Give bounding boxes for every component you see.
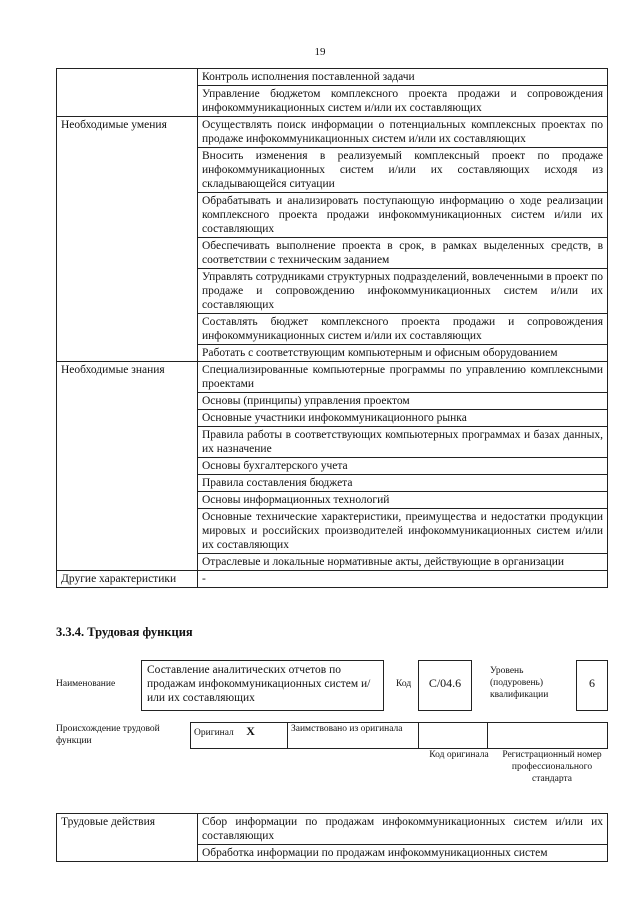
- table-cell: Управление бюджетом комплексного проекта продажи и сопровождения инфокоммуникационных систем и/или их составляющих: [198, 86, 608, 117]
- skill-item: Составлять бюджет комплексного проекта продажи и сопровождения инфокоммуникационных систем и/или их составляющих: [198, 314, 608, 345]
- skill-item: Осуществлять поиск информации о потенциальных комплексных проектах по продаже инфокоммуникационных систем и/или их составляющих: [198, 117, 608, 148]
- function-name: Составление аналитических отчетов по продажам инфокоммуникационных систем и/или их составляющих: [141, 660, 384, 711]
- reg-number-cell: [488, 723, 608, 749]
- knowledge-item: Специализированные компьютерные программы по управлению комплексными проектами: [198, 362, 608, 393]
- function-code: С/04.6: [418, 660, 472, 711]
- skill-item: Работать с соответствующим компьютерным и офисным оборудованием: [198, 345, 608, 362]
- knowledge-item: Основы (принципы) управления проектом: [198, 393, 608, 410]
- other-label: Другие характеристики: [57, 571, 198, 588]
- section-heading: 3.3.4. Трудовая функция: [56, 625, 193, 639]
- actions-label: Трудовые действия: [57, 814, 198, 862]
- table-row: [57, 69, 608, 86]
- knowledge-item: Основы информационных технологий: [198, 492, 608, 509]
- skill-item: Вносить изменения в реализуемый комплексный проект по продаже инфокоммуникационных систем и/или их составляющих исходя из складывающейся ситуации: [198, 148, 608, 193]
- knowledge-item: Правила составления бюджета: [198, 475, 608, 492]
- action-item: Сбор информации по продажам инфокоммуникационных систем и/или их составляющих: [198, 814, 608, 845]
- actions-table: [56, 813, 608, 862]
- knowledge-item: Отраслевые и локальные нормативные акты, действующие в организации: [198, 554, 608, 571]
- original-mark: X: [246, 724, 255, 738]
- other-value: -: [198, 571, 608, 588]
- original-label: Оригинал: [194, 728, 234, 738]
- knowledge-label: Необходимые знания: [57, 362, 198, 571]
- original-cell: [191, 723, 288, 749]
- table-row: [57, 571, 608, 588]
- table-row: [191, 723, 608, 749]
- empty-label-cell: [57, 69, 198, 117]
- action-item: Обработка информации по продажам инфокоммуникационных систем: [198, 845, 608, 862]
- borrowed-cell: Заимствовано из оригинала: [288, 723, 419, 749]
- page-number: 19: [314, 46, 326, 58]
- original-code-cell: [419, 723, 488, 749]
- origin-label: Происхождение трудовой функции: [56, 724, 160, 746]
- qualification-level: 6: [576, 660, 608, 711]
- requirements-table: [56, 68, 608, 588]
- knowledge-item: Правила работы в соответствующих компьютерных программах и базах данных, их назначение: [198, 427, 608, 458]
- knowledge-item: Основы бухгалтерского учета: [198, 458, 608, 475]
- knowledge-item: Основные участники инфокоммуникационного рынка: [198, 410, 608, 427]
- code-label: Код: [396, 679, 412, 689]
- origin-table: [190, 722, 608, 749]
- table-row: [57, 814, 608, 845]
- skill-item: Обрабатывать и анализировать поступающую информацию о ходе реализации комплексного проекта продажи инфокоммуникационных систем и/или их составляющих: [198, 193, 608, 238]
- table-cell: Контроль исполнения поставленной задачи: [198, 69, 608, 86]
- table-row: [57, 362, 608, 393]
- skills-label: Необходимые умения: [57, 117, 198, 362]
- knowledge-item: Основные технические характеристики, преимущества и недостатки продукции мировых и российских производителей инфокоммуникационных систем и/или их составляющих: [198, 509, 608, 554]
- level-label: Уровень (подуровень) квалификации: [490, 666, 549, 700]
- name-label: Наименование: [56, 679, 116, 689]
- reg-number-caption: Регистрационный номер профессионального стандарта: [502, 750, 602, 784]
- table-row: [57, 117, 608, 148]
- original-code-caption: Код оригинала: [429, 750, 489, 760]
- skill-item: Обеспечивать выполнение проекта в срок, в рамках выделенных средств, в соответствии с техническим заданием: [198, 238, 608, 269]
- skill-item: Управлять сотрудниками структурных подразделений, вовлеченными в проект по продаже и сопровождению инфокоммуникационных систем и/или их составляющих: [198, 269, 608, 314]
